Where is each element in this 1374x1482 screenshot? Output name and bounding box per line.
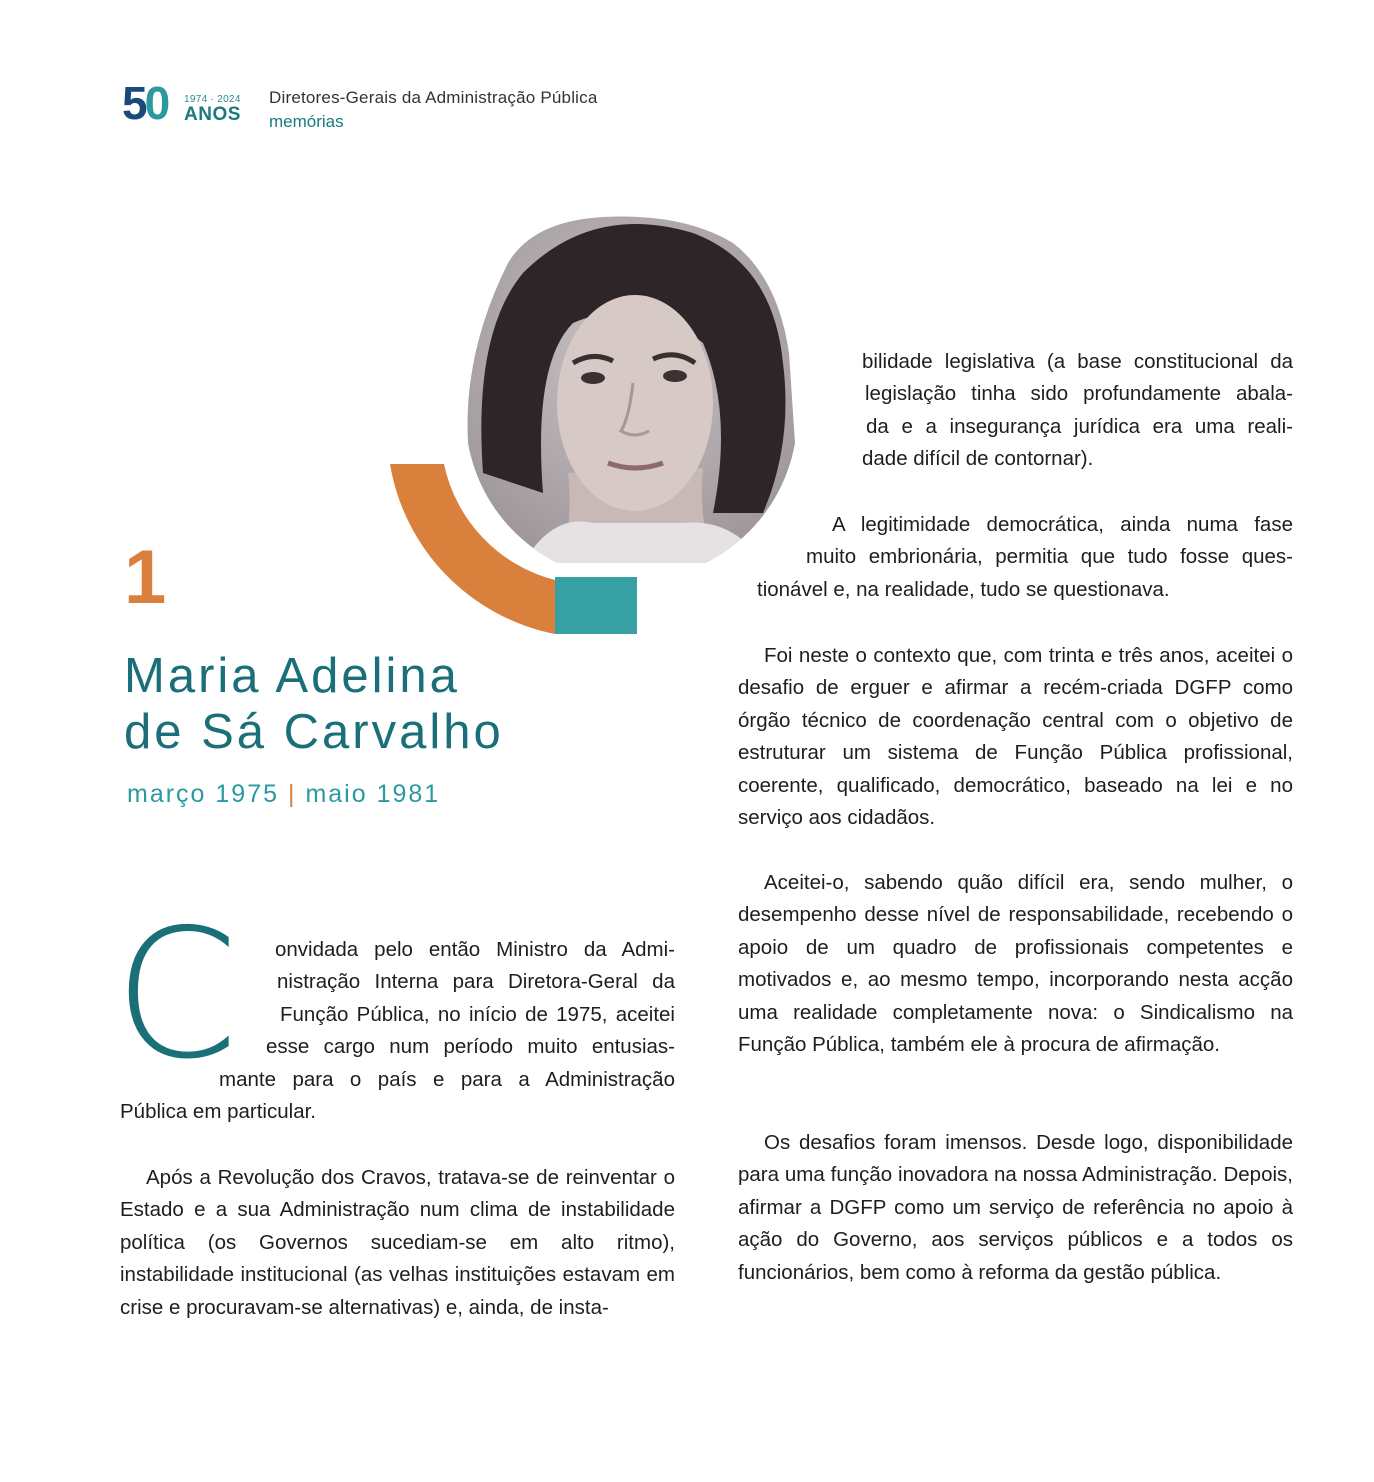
publication-title: Diretores-Gerais da Administração Pública [269,88,598,107]
p1-line: mante para o país e para a Administração [219,1067,675,1091]
anniversary-logo [122,77,252,132]
logo-anos: ANOS [184,104,241,125]
profile-name-line2: de Sá Carvalho [124,705,504,759]
profile-number: 1 [124,535,167,620]
p4-line: muito embrionária, permitia que tudo fosse ques- [806,545,1293,569]
p3-line: dade difícil de contornar). [862,447,1094,471]
p1-line: esse cargo num período muito entusias- [266,1035,675,1059]
logo-number: 50 [122,77,168,129]
p4-line: tionável e, na realidade, tudo se questionava. [757,577,1170,601]
p4-line: A legitimidade democrática, ainda numa fase [832,513,1293,536]
logo-years: 1974 · 2024 [184,94,241,105]
paragraph-3 [738,346,1293,476]
p1-line: Pública em particular. [120,1100,316,1124]
paragraph-1 [120,934,675,1128]
tenure-dates [127,780,440,809]
p3-line: bilidade legislativa (a base constitucional da [862,350,1293,373]
tenure-end: maio 1981 [305,780,441,808]
p1-line: Função Pública, no início de 1975, aceitei [280,1002,675,1026]
tenure-separator: | [287,780,297,808]
paragraph-6: Aceitei-o, sabendo quão difícil era, sendo mulher, o desempenho desse nível de responsabilidade, recebendo o apoio de um quadro de profissionais competentes e motivados e, ao mesmo tempo, incorporando nesta acção uma realidade completamente nova: o Sindicalismo na Função Pública, também ele à procura de afirmação. [738,871,1293,1057]
paragraph-7: Os desafios foram imensos. Desde logo, disponibilidade para uma função inovadora na nossa Administração. Depois, afirmar a DGFP como um serviço de referência no apoio à ação do Governo, aos serviços públicos e a todos os funcionários, bem como à reforma da gestão pública. [738,1131,1293,1284]
publication-subtitle: memórias [269,112,344,131]
profile-name [124,648,504,760]
arc-teal-segment [555,577,637,634]
paragraph-4 [738,509,1293,606]
p3-line: legislação tinha sido profundamente abala- [865,382,1293,406]
p3-line: da e a insegurança jurídica era uma reali- [866,414,1293,438]
profile-name-line1: Maria Adelina [124,649,460,703]
drop-cap: C [114,891,239,1098]
paragraph-2: Após a Revolução dos Cravos, tratava-se de reinventar o Estado e a sua Administração num clima de instabilidade política (os Governos sucediam-se em alto ritmo), instabilidade institucional (as velhas instituições estavam em crise e procuravam-se alternativas) e, ainda, de insta- [120,1166,675,1319]
p1-line: onvidada pelo então Ministro da Admi- [275,938,675,961]
paragraph-5: Foi neste o contexto que, com trinta e três anos, aceitei o desafio de erguer e afirmar a recém-criada DGFP como órgão técnico de coordenação central com o objetivo de estruturar um sistema de Função Pública profissional, coerente, qualificado, democrático, baseado na lei e no serviço aos cidadãos. [738,644,1293,830]
p1-line: nistração Interna para Diretora-Geral da [277,970,675,994]
tenure-start: março 1975 [127,780,280,808]
